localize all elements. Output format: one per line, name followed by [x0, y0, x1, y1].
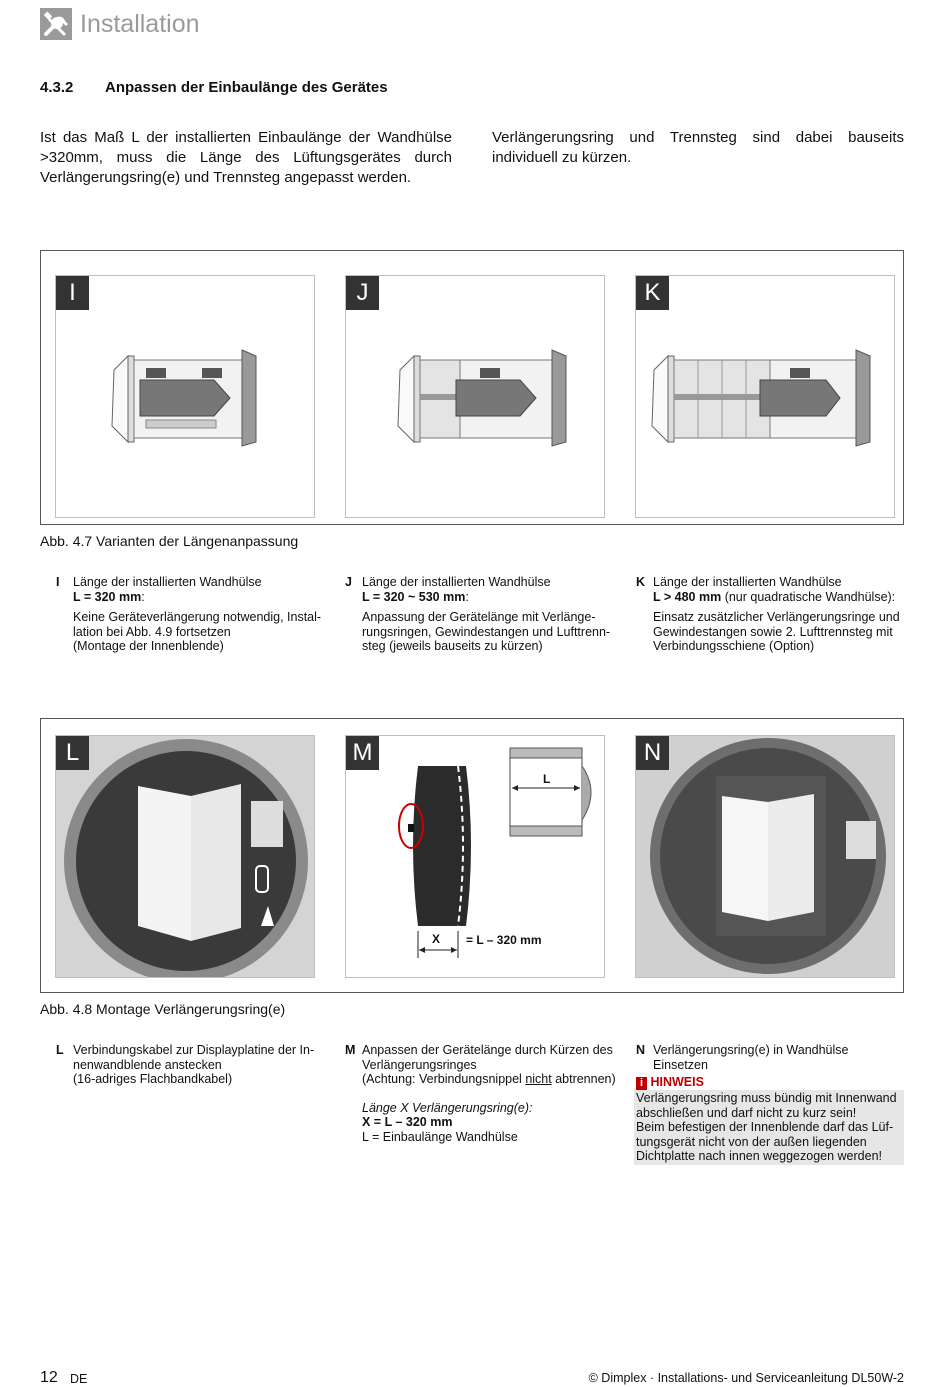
- desc-line: Länge der installierten Wandhülse: [73, 575, 262, 589]
- device-drawing-j: [396, 346, 576, 456]
- hint-line: tungsgerät nicht von der außen liegenden: [636, 1134, 867, 1149]
- desc-text: Anpassen der Gerätelänge durch Kürzen des: [362, 1043, 613, 1057]
- desc-line: Länge der installierten Wandhülse: [653, 575, 842, 589]
- desc-value-suffix: :: [465, 589, 469, 604]
- note-pre: (Achtung: Verbindungsnippel: [362, 1072, 526, 1086]
- panel-letter: L: [56, 736, 89, 770]
- desc-l: [56, 1043, 336, 1103]
- desc-text: rungsringen, Gewindestangen und Lufttrenn-: [362, 624, 611, 639]
- page-language: DE: [70, 1372, 88, 1386]
- panel-letter: I: [56, 276, 89, 310]
- panel-l: [55, 735, 315, 978]
- desc-text: Verlängerungsringes: [362, 1057, 477, 1072]
- hint-line: Beim befestigen der Innenblende darf das Lüf-: [636, 1120, 894, 1134]
- figure-4-8: [40, 718, 904, 993]
- panel-n: [635, 735, 895, 978]
- desc-label: L: [56, 1043, 64, 1057]
- figure-4-7-caption: Abb. 4.7 Varianten der Längenanpassung: [40, 533, 299, 549]
- desc-k: [636, 575, 926, 665]
- desc-text: (16-adriges Flachbandkabel): [73, 1072, 233, 1086]
- panel-letter: K: [636, 276, 669, 310]
- desc-text: steg (jeweils bauseits zu kürzen): [362, 639, 543, 653]
- desc-text: Anpassung der Gerätelänge mit Verlänge-: [362, 610, 596, 624]
- desc-text: (Montage der Innenblende): [73, 639, 224, 653]
- dim-label-x: X: [432, 932, 441, 946]
- desc-text: Verbindungsschiene (Option): [653, 639, 815, 653]
- desc-j: [345, 575, 630, 665]
- desc-value: L = 320 mm: [73, 589, 142, 604]
- hint-line: Dichtplatte nach innen weggezogen werden!: [636, 1149, 883, 1163]
- section-number: 4.3.2: [40, 79, 74, 96]
- desc-value: L > 480 mm: [653, 589, 722, 604]
- panel-letter: M: [346, 736, 379, 770]
- desc-text: Verlängerungsring(e) in Wandhülse: [653, 1043, 849, 1057]
- desc-label: I: [56, 575, 60, 589]
- desc-definition: L = Einbaulänge Wandhülse: [362, 1129, 518, 1144]
- hint-line: abschließen und darf nicht zu kurz sein!: [636, 1105, 857, 1120]
- panel-k: [635, 275, 895, 518]
- note-underlined: nicht: [525, 1072, 552, 1086]
- tools-icon: [40, 8, 72, 40]
- hint-box: [634, 1090, 904, 1165]
- info-icon: i: [636, 1077, 647, 1090]
- photo-n: [636, 736, 894, 977]
- desc-text: Verbindungskabel zur Displayplatine der In-: [73, 1043, 315, 1057]
- footer-document-title: © Dimplex · Installations- und Serviceanleitung DL50W-2: [588, 1371, 904, 1385]
- panel-j: [345, 275, 605, 518]
- section-title: Anpassen der Einbaulänge des Gerätes: [105, 79, 388, 96]
- intro-left: Ist das Maß L der installierten Einbaulänge der Wandhülse >320mm, muss die Länge des Lüftungsgerätes durch Verlängerungsring(e) und Trennsteg angepasst werden.: [40, 129, 452, 186]
- desc-formula: X = L – 320 mm: [362, 1115, 453, 1129]
- panel-i: [55, 275, 315, 518]
- panel-m: [345, 735, 605, 978]
- desc-m: [345, 1043, 630, 1153]
- panel-letter: J: [346, 276, 379, 310]
- page-number: 12: [40, 1369, 58, 1386]
- desc-label: M: [345, 1043, 356, 1057]
- desc-italic: Länge X Verlängerungsring(e):: [362, 1100, 533, 1115]
- device-drawing-k: [650, 346, 880, 456]
- desc-i: [56, 575, 336, 665]
- hint-title: HINWEIS: [650, 1075, 704, 1089]
- desc-text: lation bei Abb. 4.9 fortsetzen: [73, 624, 231, 639]
- device-drawing-i: [106, 346, 266, 456]
- note-post: abtrennen): [551, 1072, 616, 1086]
- desc-text: Einsetzen: [653, 1057, 708, 1072]
- intro-right: Verlängerungsring und Trennsteg sind dabei bauseits individuell zu kürzen.: [492, 129, 904, 166]
- desc-n: [636, 1043, 906, 1168]
- desc-label: N: [636, 1043, 646, 1057]
- dim-formula: = L – 320 mm: [466, 933, 542, 947]
- desc-value-suffix: :: [141, 589, 145, 604]
- hint-header: [636, 1075, 704, 1090]
- desc-text: nenwandblende anstecken: [73, 1057, 222, 1072]
- header-title: Installation: [80, 10, 200, 38]
- desc-value: L = 320 ~ 530 mm: [362, 589, 466, 604]
- desc-text: Gewindestangen sowie 2. Lufttrennsteg mit: [653, 624, 893, 639]
- photo-l: [56, 736, 314, 977]
- hint-line: Verlängerungsring muss bündig mit Innenwand: [636, 1091, 897, 1105]
- dim-label-l: L: [543, 772, 551, 786]
- figure-4-7: [40, 250, 904, 525]
- desc-value-suffix: (nur quadratische Wandhülse):: [721, 589, 896, 604]
- desc-label: K: [636, 575, 646, 589]
- desc-text: Keine Geräteverlängerung notwendig, Instal-: [73, 610, 322, 624]
- figure-4-8-caption: Abb. 4.8 Montage Verlängerungsring(e): [40, 1001, 286, 1017]
- panel-letter: N: [636, 736, 669, 770]
- desc-label: J: [345, 575, 352, 589]
- desc-text: Einsatz zusätzlicher Verlängerungsringe und: [653, 610, 900, 624]
- desc-line: Länge der installierten Wandhülse: [362, 575, 551, 589]
